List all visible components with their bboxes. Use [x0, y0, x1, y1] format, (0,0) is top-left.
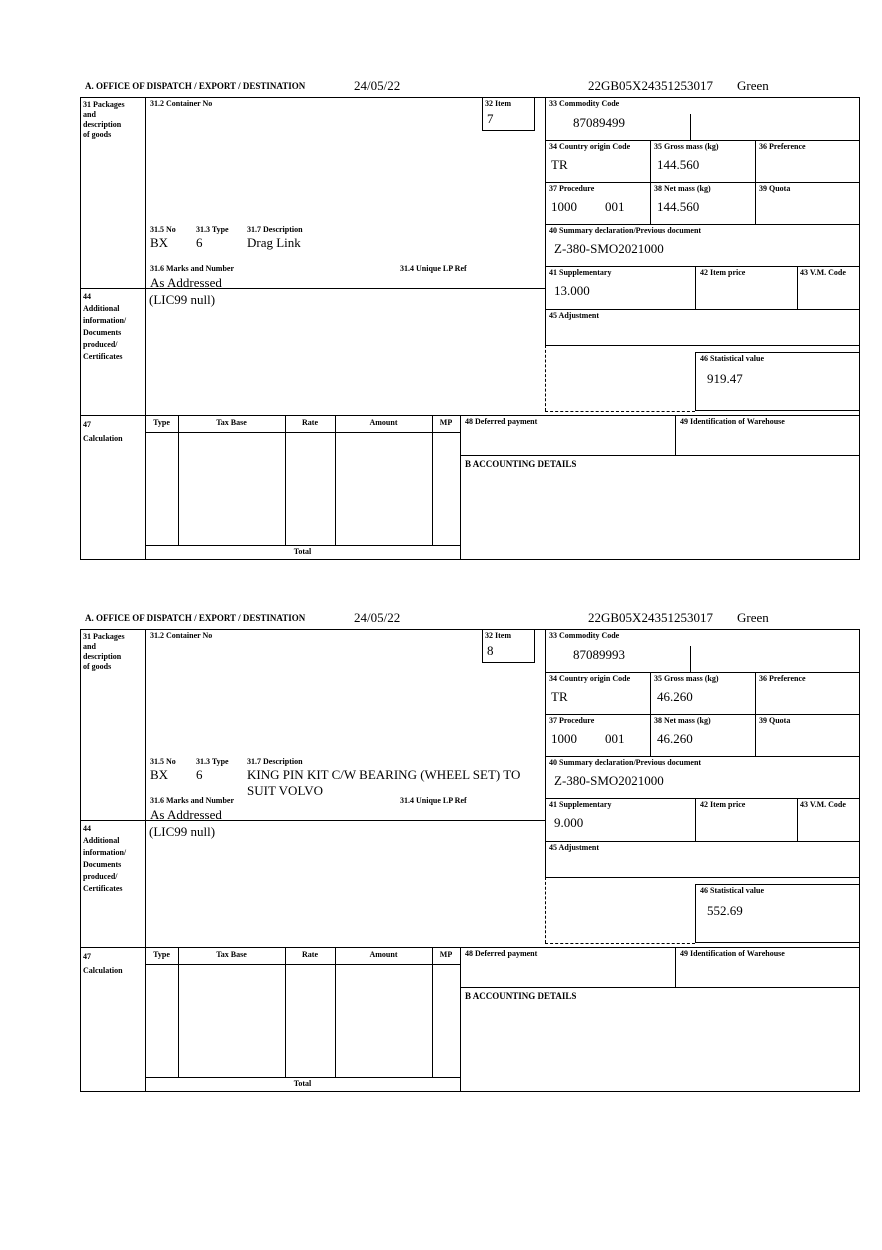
summary-declaration-label: 40 Summary declaration/Previous document: [549, 758, 702, 767]
calc-column-line: [335, 947, 336, 1077]
calc-header-rule: [145, 432, 460, 433]
preference-label: 36 Preference: [759, 674, 806, 683]
divider: [545, 672, 860, 673]
unique-lp-314-label: 31.4 Unique LP Ref: [400, 796, 467, 805]
calc-header-amount: Amount: [369, 418, 398, 427]
divider: [695, 266, 696, 309]
adjustment-label: 45 Adjustment: [549, 843, 600, 852]
divider: [545, 345, 860, 346]
country-origin-label: 34 Country origin Code: [549, 674, 631, 683]
item-label: 32 Item: [485, 99, 511, 108]
vm-code-label: 43 V.M. Code: [800, 268, 846, 277]
calc-column-line: [285, 947, 286, 1077]
calc-header-amount: Amount: [369, 950, 398, 959]
quota-label: 39 Quota: [759, 184, 791, 193]
divider: [545, 309, 860, 310]
commodity-code-value: 87089993: [573, 647, 625, 662]
vm-code-label: 43 V.M. Code: [800, 800, 846, 809]
net-mass-value: 144.560: [657, 199, 700, 214]
label-line: of goods: [83, 662, 112, 671]
form-outline: [80, 97, 860, 560]
label-line: description: [83, 120, 122, 129]
box31-label: [83, 632, 125, 672]
calculation-top-rule: [80, 947, 860, 948]
label-line: 44: [83, 824, 91, 833]
label-line: produced/: [83, 872, 118, 881]
no-315-label: 31.5 No: [150, 225, 176, 234]
divider: [545, 798, 860, 799]
preference-label: 36 Preference: [759, 142, 806, 151]
quota-label: 39 Quota: [759, 716, 791, 725]
procedure-value: 1000: [551, 199, 577, 214]
divider: [460, 987, 860, 988]
accounting-details-label: B ACCOUNTING DETAILS: [465, 991, 577, 1001]
calc-header-mp: MP: [439, 950, 453, 959]
goods-description-value: KING PIN KIT C/W BEARING (WHEEL SET) TO SUIT VOLVO: [247, 767, 521, 798]
routing-status: Green: [737, 610, 769, 625]
summary-declaration-label: 40 Summary declaration/Previous document: [549, 226, 702, 235]
item-price-label: 42 Item price: [700, 268, 746, 277]
box31-label: [83, 100, 125, 140]
label-line: produced/: [83, 340, 118, 349]
calc-column-line: [285, 415, 286, 545]
declaration-reference: 22GB05X24351253017: [588, 78, 713, 93]
routing-status: Green: [737, 78, 769, 93]
divider: [675, 947, 676, 987]
country-origin-label: 34 Country origin Code: [549, 142, 631, 151]
divider: [545, 266, 860, 267]
total-row-rule: [145, 1077, 460, 1078]
label-line: Calculation: [83, 434, 123, 443]
procedure-value: 1000: [551, 731, 577, 746]
country-origin-value: TR: [551, 689, 568, 704]
box47-label: [83, 950, 123, 978]
divider: [460, 415, 461, 560]
procedure-label: 37 Procedure: [549, 716, 595, 725]
label-line: 31 Packages: [83, 632, 125, 641]
procedure-suffix-value: 001: [605, 731, 625, 746]
box47-label: [83, 418, 123, 446]
marks-316-label: 31.6 Marks and Number: [150, 796, 235, 805]
calculation-top-rule: [80, 415, 860, 416]
net-mass-label: 38 Net mass (kg): [654, 716, 711, 725]
label-line: Additional: [83, 836, 120, 845]
label-line: of goods: [83, 130, 112, 139]
label-line: and: [83, 642, 96, 651]
label-line: 31 Packages: [83, 100, 125, 109]
calc-header-type: Type: [153, 418, 170, 427]
label-line: 44: [83, 292, 91, 301]
net-mass-label: 38 Net mass (kg): [654, 184, 711, 193]
marks-316-label: 31.6 Marks and Number: [150, 264, 235, 273]
right-section-divider: [545, 629, 546, 877]
supplementary-value: 13.000: [554, 283, 590, 298]
label-line: 47: [83, 420, 91, 429]
label-line: and: [83, 110, 96, 119]
marks-value: As Addressed: [150, 807, 222, 822]
warehouse-label: 49 Identification of Warehouse: [680, 417, 785, 426]
type-313-label: 31.3 Type: [196, 225, 229, 234]
package-type-value: 6: [196, 767, 203, 782]
box44-label: [83, 291, 126, 363]
divider: [545, 756, 860, 757]
calc-header-type: Type: [153, 950, 170, 959]
divider: [545, 224, 860, 225]
commodity-code-value: 87089499: [573, 115, 625, 130]
item-number-value: 8: [487, 643, 494, 658]
divider: [460, 947, 461, 1092]
statistical-value: 919.47: [707, 371, 743, 386]
divider: [545, 140, 860, 141]
additional-info-value: (LIC99 null): [149, 824, 216, 839]
statistical-value: 552.69: [707, 903, 743, 918]
divider: [797, 266, 798, 309]
divider: [545, 714, 860, 715]
item-label: 32 Item: [485, 631, 511, 640]
label-line: Additional: [83, 304, 120, 313]
right-section-divider: [545, 97, 546, 345]
calc-header-rule: [145, 964, 460, 965]
calc-header-rate: Rate: [302, 950, 318, 959]
office-of-dispatch-heading: A. OFFICE OF DISPATCH / EXPORT / DESTINATION: [85, 613, 306, 623]
calc-column-line: [432, 415, 433, 545]
container-no-label: 31.2 Container No: [150, 631, 213, 640]
left-column-divider: [145, 97, 146, 560]
unique-lp-314-label: 31.4 Unique LP Ref: [400, 264, 467, 273]
box44-label: [83, 823, 126, 895]
gross-mass-label: 35 Gross mass (kg): [654, 142, 719, 151]
commodity-code-tick: [690, 114, 691, 140]
type-313-label: 31.3 Type: [196, 757, 229, 766]
label-line: Documents: [83, 328, 122, 337]
label-line: 47: [83, 952, 91, 961]
date-value: 24/05/22: [354, 610, 401, 625]
calc-column-line: [335, 415, 336, 545]
calc-header-mp: MP: [439, 418, 453, 427]
divider: [545, 182, 860, 183]
gross-mass-value: 46.260: [657, 689, 693, 704]
container-no-label: 31.2 Container No: [150, 99, 213, 108]
statistical-value-label: 46 Statistical value: [700, 886, 764, 895]
deferred-payment-label: 48 Deferred payment: [465, 417, 538, 426]
previous-document-value: Z-380-SMO2021000: [554, 773, 664, 788]
supplementary-label: 41 Supplementary: [549, 800, 612, 809]
label-line: Certificates: [83, 352, 123, 361]
commodity-code-label: 33 Commodity Code: [549, 631, 620, 640]
description-317-label: 31.7 Description: [247, 225, 303, 234]
dashed-divider-vertical: [545, 345, 546, 411]
dashed-divider-horizontal: [545, 943, 695, 944]
package-type-value: 6: [196, 235, 203, 250]
calc-column-line: [178, 947, 179, 1077]
warehouse-label: 49 Identification of Warehouse: [680, 949, 785, 958]
label-line: information/: [83, 848, 127, 857]
calc-header-rate: Rate: [302, 418, 318, 427]
accounting-details-label: B ACCOUNTING DETAILS: [465, 459, 577, 469]
label-line: Documents: [83, 860, 122, 869]
divider: [545, 841, 860, 842]
divider: [797, 798, 798, 841]
calc-column-line: [178, 415, 179, 545]
label-line: information/: [83, 316, 127, 325]
item-price-label: 42 Item price: [700, 800, 746, 809]
supplementary-value: 9.000: [554, 815, 584, 830]
divider: [675, 415, 676, 455]
calc-header-tax-base: Tax Base: [216, 418, 247, 427]
item-number-value: 7: [487, 111, 494, 126]
dashed-divider-vertical: [545, 877, 546, 943]
calc-header-tax-base: Tax Base: [216, 950, 247, 959]
gross-mass-value: 144.560: [657, 157, 700, 172]
office-of-dispatch-heading: A. OFFICE OF DISPATCH / EXPORT / DESTINATION: [85, 81, 306, 91]
procedure-suffix-value: 001: [605, 199, 625, 214]
supplementary-label: 41 Supplementary: [549, 268, 612, 277]
net-mass-value: 46.260: [657, 731, 693, 746]
divider: [695, 798, 696, 841]
customs-declaration-sheet: [0, 78, 882, 611]
package-no-value: BX: [150, 767, 169, 782]
statistical-value-label: 46 Statistical value: [700, 354, 764, 363]
calc-column-line: [432, 947, 433, 1077]
label-line: Calculation: [83, 966, 123, 975]
total-label: Total: [293, 1079, 312, 1088]
procedure-label: 37 Procedure: [549, 184, 595, 193]
divider: [460, 455, 860, 456]
total-label: Total: [293, 547, 312, 556]
gross-mass-label: 35 Gross mass (kg): [654, 674, 719, 683]
deferred-payment-label: 48 Deferred payment: [465, 949, 538, 958]
commodity-code-tick: [690, 646, 691, 672]
description-317-label: 31.7 Description: [247, 757, 303, 766]
previous-document-value: Z-380-SMO2021000: [554, 241, 664, 256]
dashed-divider-horizontal: [545, 411, 695, 412]
label-line: Certificates: [83, 884, 123, 893]
label-line: description: [83, 652, 122, 661]
marks-value: As Addressed: [150, 275, 222, 290]
total-row-rule: [145, 545, 460, 546]
commodity-code-label: 33 Commodity Code: [549, 99, 620, 108]
no-315-label: 31.5 No: [150, 757, 176, 766]
package-no-value: BX: [150, 235, 169, 250]
date-value: 24/05/22: [354, 78, 401, 93]
declaration-reference: 22GB05X24351253017: [588, 610, 713, 625]
left-column-divider: [145, 629, 146, 1092]
additional-info-value: (LIC99 null): [149, 292, 216, 307]
customs-declaration-sheet: [0, 610, 882, 1143]
country-origin-value: TR: [551, 157, 568, 172]
divider: [545, 877, 860, 878]
adjustment-label: 45 Adjustment: [549, 311, 600, 320]
form-outline: [80, 629, 860, 1092]
goods-description-value: Drag Link: [247, 235, 301, 250]
